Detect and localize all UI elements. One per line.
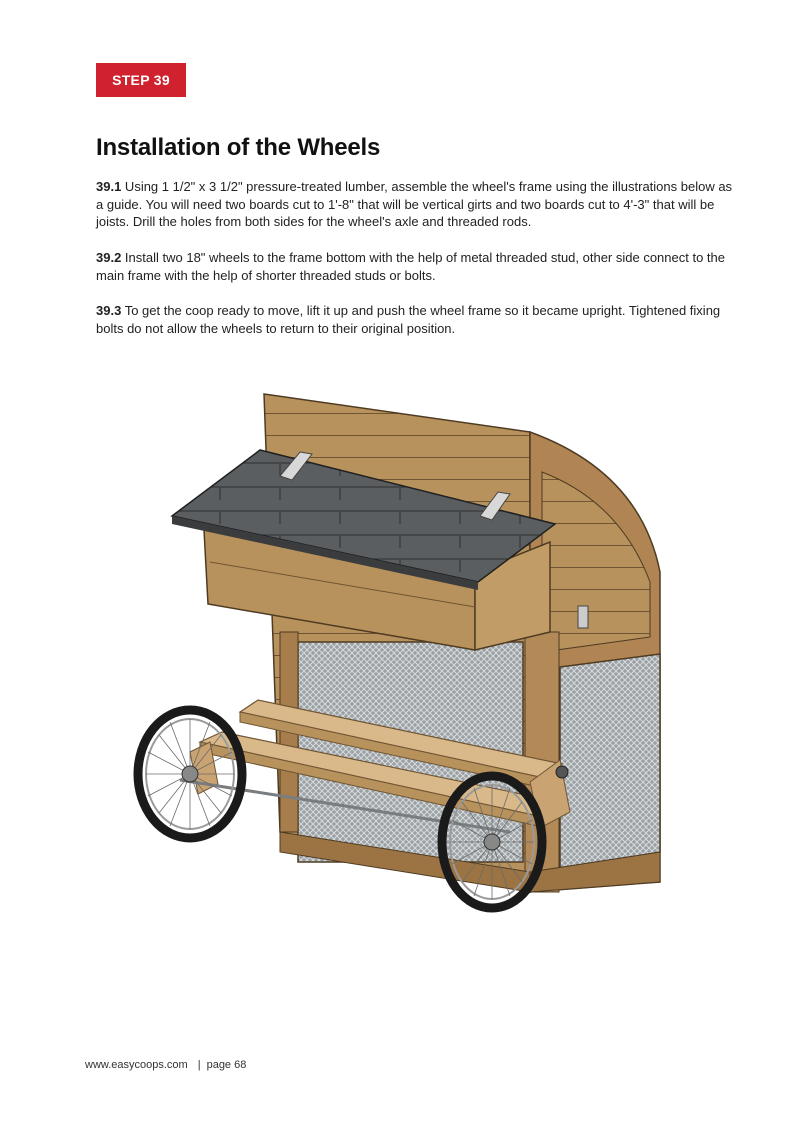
paragraph-text: Install two 18" wheels to the frame bottom with the help of metal threaded stud, other side connect to the main frame with the help of shorter threaded studs or bolts. <box>96 250 725 283</box>
step-number: 39.1 <box>96 179 122 194</box>
page-title: Installation of the Wheels <box>96 134 381 161</box>
footer <box>85 1059 246 1071</box>
wheel-right <box>442 776 542 908</box>
page-number: page 68 <box>206 1059 247 1071</box>
paragraph-39-1 <box>96 178 736 231</box>
footer-site-link[interactable]: www.easycoops.com <box>85 1059 188 1071</box>
footer-separator: | <box>197 1059 201 1071</box>
paragraph-39-3 <box>96 302 736 337</box>
step-badge: STEP 39 <box>96 63 186 97</box>
paragraph-39-2 <box>96 249 736 284</box>
step-number: 39.3 <box>96 303 122 318</box>
step-number: 39.2 <box>96 250 122 265</box>
wheel-left <box>138 710 242 838</box>
paragraph-text: Using 1 1/2" x 3 1/2" pressure-treated lumber, assemble the wheel's frame using the illustrations below as a guide. You will need two boards cut to 1'-8" that will be vertical girts and two boards cut to 4'-3" that will be joists. Drill the holes from both sides for the wheel's axle and threaded rods. <box>96 179 733 229</box>
coop-wheels-illustration <box>130 392 670 922</box>
paragraph-text: To get the coop ready to move, lift it up and push the wheel frame so it became upright. Tightened fixing bolts do not allow the wheels to return to their original position. <box>96 303 721 336</box>
